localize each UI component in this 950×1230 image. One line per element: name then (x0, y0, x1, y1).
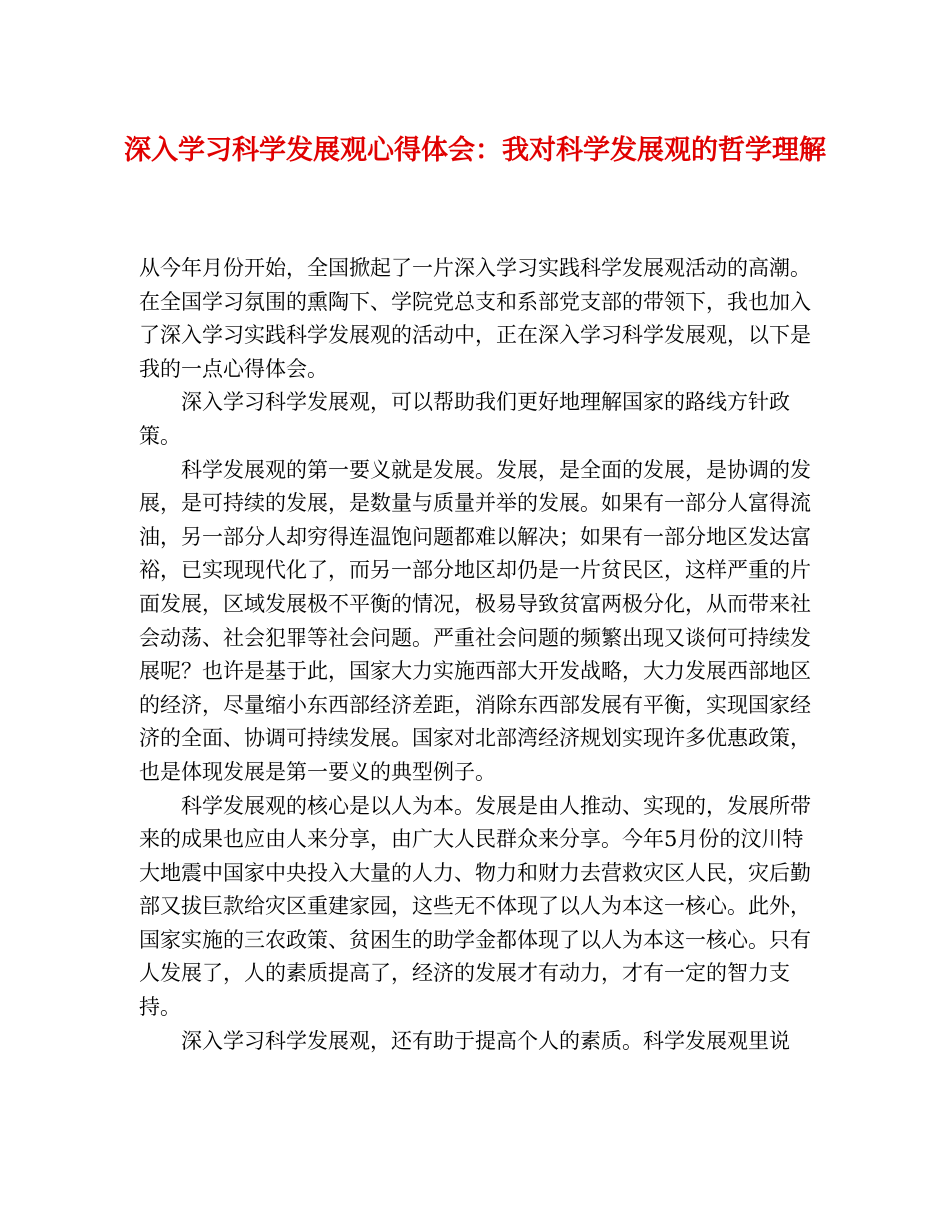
paragraph-intro: 从今年月份开始，全国掀起了一片深入学习实践科学发展观活动的高潮。在全国学习氛围的熏陶下、学院党总支和系部党支部的带领下，我也加入了深入学习实践科学发展观的活动中，正在深入学习科学发展观，以下是我的一点心得体会。 (139, 256, 811, 381)
document-body (139, 252, 819, 1058)
document-title: 深入学习科学发展观心得体会：我对科学发展观的哲学理解 (124, 135, 826, 166)
paragraph-policy: 深入学习科学发展观，可以帮助我们更好地理解国家的路线方针政策。 (139, 390, 790, 448)
paragraph-personal-quality: 深入学习科学发展观，还有助于提高个人的素质。科学发展观里说 (181, 1028, 790, 1053)
paragraph-people-oriented: 科学发展观的核心是以人为本。发展是由人推动、实现的，发展所带来的成果也应由人来分享，由广大人民群众来分享。今年5月份的汶川特大地震中国家中央投入大量的人力、物力和财力去营救灾区人民，灾后勤部又拔巨款给灾区重建家园，这些无不体现了以人为本这一核心。此外，国家实施的三农政策、贫困生的助学金都体现了以人为本这一核心。只有人发展了，人的素质提高了，经济的发展才有动力，才有一定的智力支持。 (139, 793, 811, 1020)
paragraph-development: 科学发展观的第一要义就是发展。发展，是全面的发展，是协调的发展，是可持续的发展，是数量与质量并举的发展。如果有一部分人富得流油，另一部分人却穷得连温饱问题都难以解决；如果有一部分地区发达富裕，已实现现代化了，而另一部分地区却仍是一片贫民区，这样严重的片面发展，区域发展极不平衡的情况，极易导致贫富两极分化，从而带来社会动荡、社会犯罪等社会问题。严重社会问题的频繁出现又谈何可持续发展呢？也许是基于此，国家大力实施西部大开发战略，大力发展西部地区的经济，尽量缩小东西部经济差距，消除东西部发展有平衡，实现国家经济的全面、协调可持续发展。国家对北部湾经济规划实现许多优惠政策，也是体现发展是第一要义的典型例子。 (139, 457, 811, 784)
